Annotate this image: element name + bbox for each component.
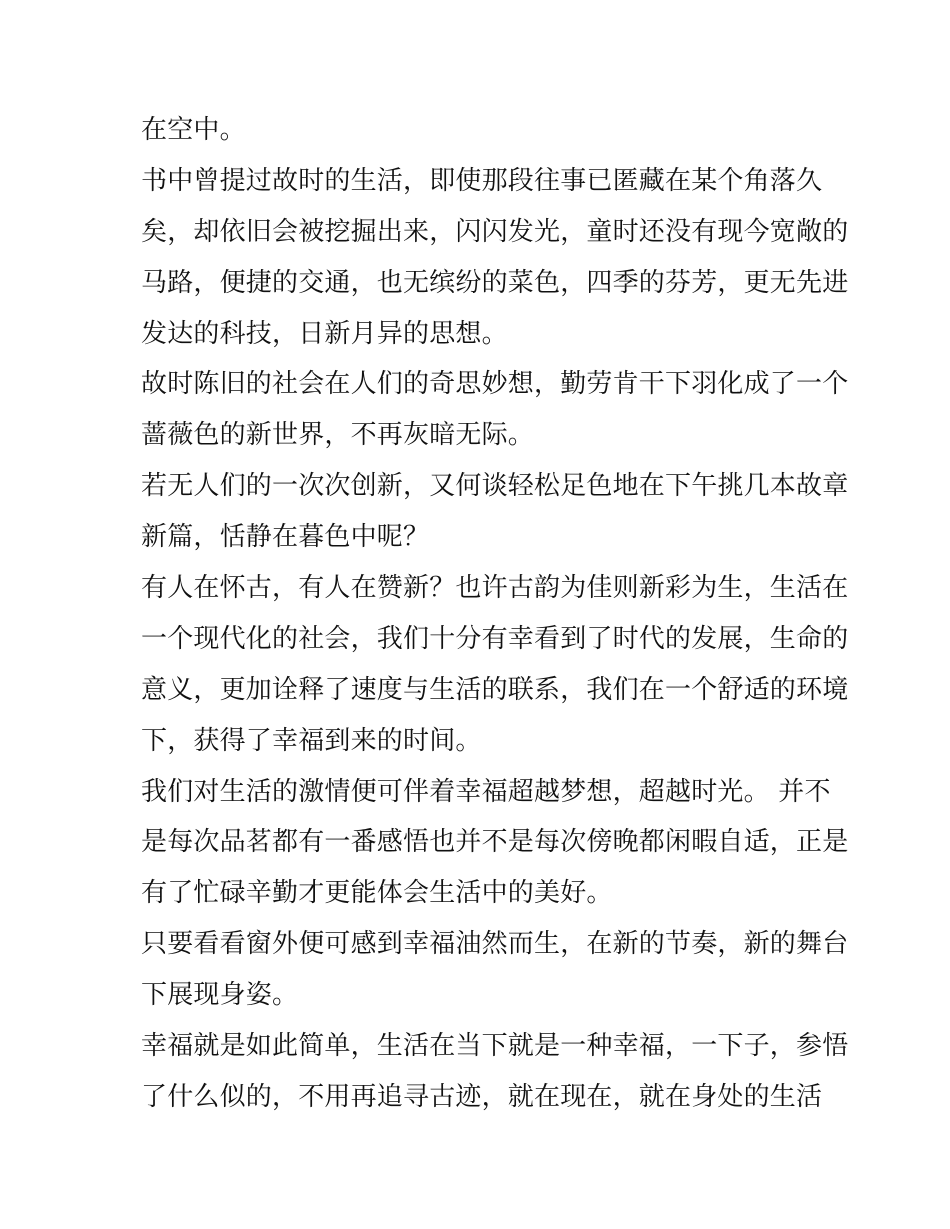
text-line: 了什么似的，不用再追寻古迹，就在现在，就在身处的生活 <box>141 1081 823 1112</box>
text-line: 下展现身姿。 <box>141 980 299 1011</box>
text-line: 故时陈旧的社会在人们的奇思妙想，勤劳肯干下羽化成了一个 <box>141 369 849 400</box>
body-text <box>141 105 849 1123</box>
text-line: 矣，却依旧会被挖掘出来，闪闪发光，童时还没有现今宽敞的 <box>141 216 849 247</box>
text-line: 马路，便捷的交通，也无缤纷的菜色，四季的芬芳，更无先进 <box>141 267 849 298</box>
text-line: 有了忙碌辛勤才更能体会生活中的美好。 <box>141 878 613 909</box>
text-line: 在空中。 <box>141 115 246 145</box>
text-line: 若无人们的一次次创新，又何谈轻松足色地在下午挑几本故章 <box>141 471 849 502</box>
text-line: 发达的科技，日新月异的思想。 <box>141 318 508 349</box>
text-line: 只要看看窗外便可感到幸福油然而生，在新的节奏，新的舞台 <box>141 929 849 960</box>
text-line: 新篇，恬静在暮色中呢？ <box>141 522 430 553</box>
text-line: 是每次品茗都有一番感悟也并不是每次傍晚都闲暇自适，正是 <box>141 827 849 858</box>
text-line: 幸福就是如此简单，生活在当下就是一种幸福，一下子，参悟 <box>141 1031 849 1062</box>
text-line: 一个现代化的社会，我们十分有幸看到了时代的发展，生命的 <box>141 623 849 654</box>
text-line: 书中曾提过故时的生活，即使那段往事已匿藏在某个角落久 <box>141 165 823 196</box>
text-line: 蔷薇色的新世界，不再灰暗无际。 <box>141 420 535 451</box>
text-line: 有人在怀古，有人在赞新？也许古韵为佳则新彩为生，生活在 <box>141 573 849 604</box>
text-line: 意义，更加诠释了速度与生活的联系，我们在一个舒适的环境 <box>141 674 849 705</box>
text-line: 我们对生活的激情便可伴着幸福超越梦想，超越时光。 并不 <box>141 776 831 807</box>
text-line: 下，获得了幸福到来的时间。 <box>141 725 482 756</box>
